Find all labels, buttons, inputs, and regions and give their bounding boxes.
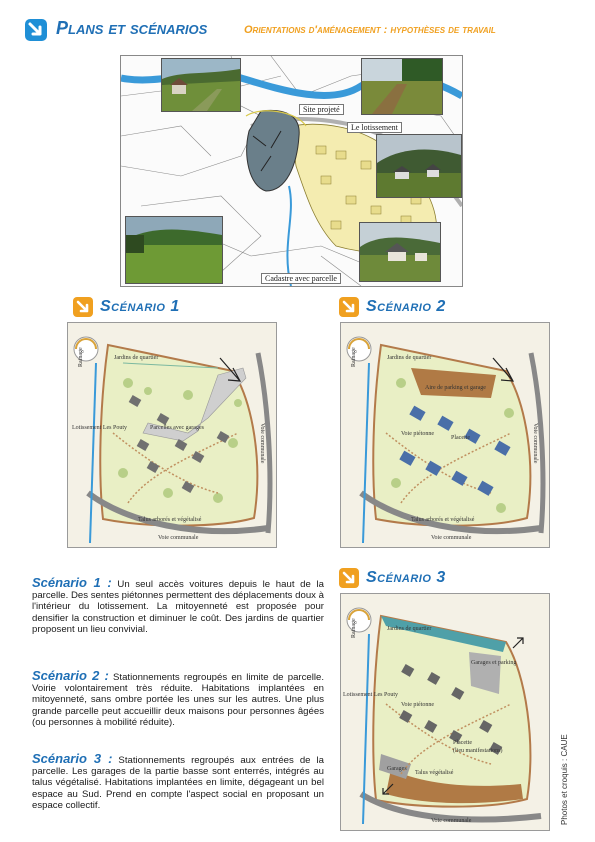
map-label-cadastre: Cadastre avec parcelle bbox=[261, 273, 341, 284]
plan-3-label-lotissement: Lotissement Les Pouty bbox=[343, 692, 398, 698]
plan-1-drawing bbox=[68, 323, 276, 547]
photo-site-2 bbox=[361, 58, 443, 115]
plan-1-label-rainage: Rainage bbox=[78, 347, 84, 367]
plan-3-label-garages: Garages bbox=[387, 766, 407, 772]
page-title: Plans et scénarios bbox=[56, 18, 208, 38]
scenario-3-lead: Scénario 3 : bbox=[32, 751, 113, 766]
arrow-badge-icon bbox=[338, 567, 360, 589]
scenario-2-plan bbox=[340, 322, 550, 548]
photo-site-4 bbox=[359, 222, 441, 282]
scenario-2-heading: Scénario 2 bbox=[338, 296, 446, 318]
scenario-1-heading: Scénario 1 bbox=[72, 296, 180, 318]
plan-2-label-voie-side: Voie communale bbox=[532, 423, 538, 464]
arrow-badge-icon bbox=[72, 296, 94, 318]
scenario-3-plan bbox=[340, 593, 550, 831]
scenario-1-text: Un seul accès voitures depuis le haut de la parcelle. Des sentes piétonnes permettent des déplacements doux à l'intérieur du lotissement. La mitoyenneté est proposée pour densifier la construction et diminuer le coût. Des jardins de quartier proposent un lieu convivial. bbox=[32, 579, 324, 635]
scenario-3-heading: Scénario 3 bbox=[338, 567, 446, 589]
photo-credit: Photos et croquis : CAUE bbox=[560, 734, 569, 825]
plan-2-label-aire: Aire de parking et garage bbox=[425, 385, 486, 391]
plan-2-label-jardins: Jardins de quartier bbox=[387, 355, 432, 361]
plan-3-label-voie-pietonne: Voie piétonne bbox=[401, 702, 435, 708]
map-label-lotissement: Le lotissement bbox=[347, 122, 402, 133]
plan-2-label-rainage: Rainage bbox=[351, 347, 357, 367]
photo-site-3 bbox=[125, 216, 223, 284]
scenario-2-description bbox=[32, 670, 324, 728]
scenario-3-text: Stationnements regroupés aux entrées de la parcelle. Les garages de la partie basse sont enterrés, intégrés au talus végétalisé. Habitations implantées en limite, dégageant un bel espace au Sud. Prend en compte l'aspect social en proposant un espace collectif. bbox=[32, 755, 324, 811]
plan-1-label-parcelles: Parcelles avec garages bbox=[150, 425, 204, 431]
plan-2-label-voie: Voie communale bbox=[431, 535, 472, 541]
arrow-badge-icon bbox=[338, 296, 360, 318]
scenario-2-text: Stationnements regroupés en limite de parcelle. Voirie volontairement très réduite. Habitations implantées en mitoyenneté, sans ombre portée les unes sur les autres. Une plus grande parcelle peut accueillir deux maisons pour personnes âgées (ou personnes à mobilité réduite). bbox=[32, 672, 324, 728]
plan-1-label-talus: Talus arborés et végétalisé bbox=[138, 517, 202, 523]
scenario-1-plan bbox=[67, 322, 277, 548]
photo-site-1 bbox=[161, 58, 241, 112]
arrow-badge-icon bbox=[24, 18, 48, 42]
plan-1-label-voie: Voie communale bbox=[158, 535, 199, 541]
scenario-1-description bbox=[32, 577, 324, 635]
plan-3-label-voie: Voie communale bbox=[431, 818, 472, 824]
scenario-3-description bbox=[32, 753, 324, 811]
scenario-1-lead: Scénario 1 : bbox=[32, 575, 112, 590]
plan-2-label-talus: Talus arborés et végétalisé bbox=[411, 517, 475, 523]
plan-3-label-rainage: Rainage bbox=[351, 618, 357, 638]
plan-2-drawing bbox=[341, 323, 549, 547]
photo-lotissement bbox=[376, 134, 462, 198]
plan-3-label-talus: Talus végétalisé bbox=[415, 770, 454, 776]
map-label-site: Site projeté bbox=[299, 104, 344, 115]
plan-3-label-garages-parking: Garages et parking bbox=[471, 660, 517, 666]
plan-3-label-jardins: Jardins de quartier bbox=[387, 626, 432, 632]
plan-1-label-voie-side: Voie communale bbox=[259, 423, 265, 464]
plan-2-label-placette: Placette bbox=[451, 435, 470, 441]
cadastre-map bbox=[120, 55, 463, 287]
scenario-2-lead: Scénario 2 : bbox=[32, 668, 109, 683]
plan-1-label-jardins: Jardins de quartier bbox=[114, 355, 159, 361]
plan-3-drawing bbox=[341, 594, 549, 830]
plan-1-label-lotissement: Lotissement Les Pouty bbox=[72, 425, 127, 431]
plan-3-label-placette-sub: (lieu manifestations) bbox=[453, 748, 503, 754]
page-subtitle: Orientations d'aménagement : hypothèses de travail bbox=[244, 24, 496, 36]
plan-2-label-voie-pietonne: Voie piétonne bbox=[401, 431, 435, 437]
plan-3-label-placette: Placette bbox=[453, 740, 472, 746]
